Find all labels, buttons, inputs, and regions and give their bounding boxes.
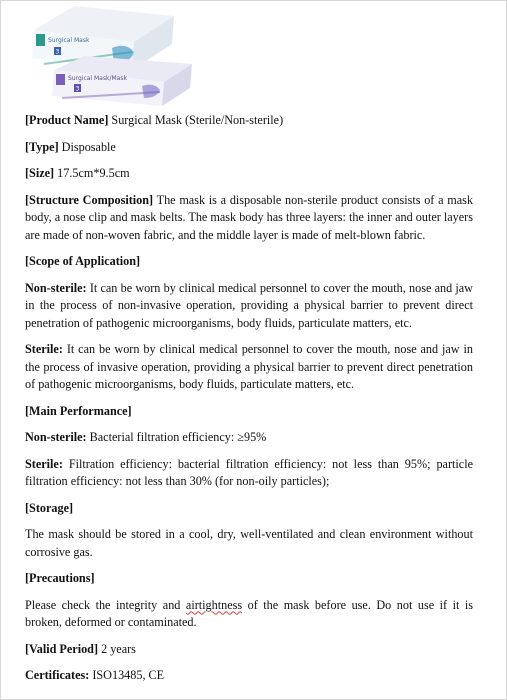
- scope-nonsterile-label: Non-sterile:: [25, 280, 87, 295]
- type-label: [Type]: [25, 139, 59, 154]
- size-label: [Size]: [25, 166, 55, 180]
- svg-text:3: 3: [75, 85, 80, 93]
- perf-nonsterile-value: Bacterial filtration efficiency: ≥95%: [86, 430, 267, 444]
- precautions-paragraph: [25, 597, 473, 632]
- size-line: [25, 165, 473, 183]
- valid-period-line: [25, 641, 473, 659]
- precautions-text-start: Please check the integrity and: [25, 597, 186, 612]
- storage-label: [Storage]: [25, 500, 74, 515]
- spellcheck-word: airtightness: [185, 597, 243, 612]
- storage-heading: [25, 500, 473, 518]
- structure-paragraph: [25, 192, 473, 245]
- precautions-label: [Precautions]: [25, 571, 95, 585]
- valid-period-value: 2 years: [98, 641, 136, 656]
- perf-sterile-label: Sterile:: [25, 456, 63, 471]
- size-value: 17.5cm*9.5cm: [54, 166, 130, 180]
- scope-nonsterile-value: It can be worn by clinical medical personnel to cover the mouth, nose and jaw in the process of non-invasive operation, providing a physical barrier to prevent direct penetration of pathogenic microorganisms, body fluids, particulate matters, etc.: [25, 280, 473, 330]
- svg-text:3: 3: [55, 48, 60, 56]
- product-name-line: [25, 112, 473, 130]
- product-name-label: [Product Name]: [25, 113, 109, 127]
- scope-label: [Scope of Application]: [25, 254, 141, 268]
- scope-nonsterile-paragraph: [25, 280, 473, 333]
- product-spec: [25, 112, 473, 685]
- type-line: [25, 139, 473, 157]
- performance-label: [Main Performance]: [25, 403, 132, 418]
- performance-heading: [25, 403, 473, 421]
- structure-label: [Structure Composition]: [25, 192, 154, 207]
- scope-sterile-value: It can be worn by clinical medical personnel to cover the mouth, nose and jaw in the process of invasive operation, providing a physical barrier to prevent direct penetration of pathogenic microorganisms, body fluids, particulate matters, etc.: [25, 342, 473, 391]
- storage-paragraph: The mask should be stored in a cool, dry, well-ventilated and clean environment without corrosive gas.: [25, 527, 473, 559]
- type-value: Disposable: [58, 139, 116, 154]
- certificates-label: Certificates:: [25, 668, 90, 682]
- perf-sterile-paragraph: [25, 456, 473, 491]
- precautions-heading: [25, 570, 473, 588]
- precautions-text-end: of the mask before use. Do not use if it is broken, deformed or contaminated.: [25, 597, 473, 629]
- mask-box-front: [52, 56, 192, 106]
- structure-value: The mask is a disposable non-sterile product consists of a mask body, a nose clip and mask belts. The mask body has three layers: the inner and outer layers are made of non-woven fabric, and the middle layer is made of melt-blown fabric.: [25, 192, 473, 242]
- product-image: [14, 0, 204, 110]
- product-name-value: Surgical Mask (Sterile/Non-sterile): [108, 113, 284, 127]
- scope-sterile-label: Sterile:: [25, 342, 63, 356]
- perf-nonsterile-label: Non-sterile:: [25, 430, 87, 444]
- svg-text:Surgical Mask/Mask: Surgical Mask/Mask: [68, 75, 127, 82]
- scope-heading: [25, 253, 473, 271]
- perf-sterile-value: Filtration efficiency: bacterial filtration efficiency: not less than 95%; particle filtration efficiency: not less than 30% (for non-oily particles);: [25, 456, 473, 488]
- valid-period-label: [Valid Period]: [25, 641, 99, 656]
- svg-text:Surgical Mask: Surgical Mask: [48, 37, 90, 44]
- scope-sterile-paragraph: [25, 341, 473, 394]
- certificates-line: [25, 667, 473, 685]
- certificates-value: ISO13485, CE: [89, 668, 165, 682]
- perf-nonsterile-line: [25, 429, 473, 447]
